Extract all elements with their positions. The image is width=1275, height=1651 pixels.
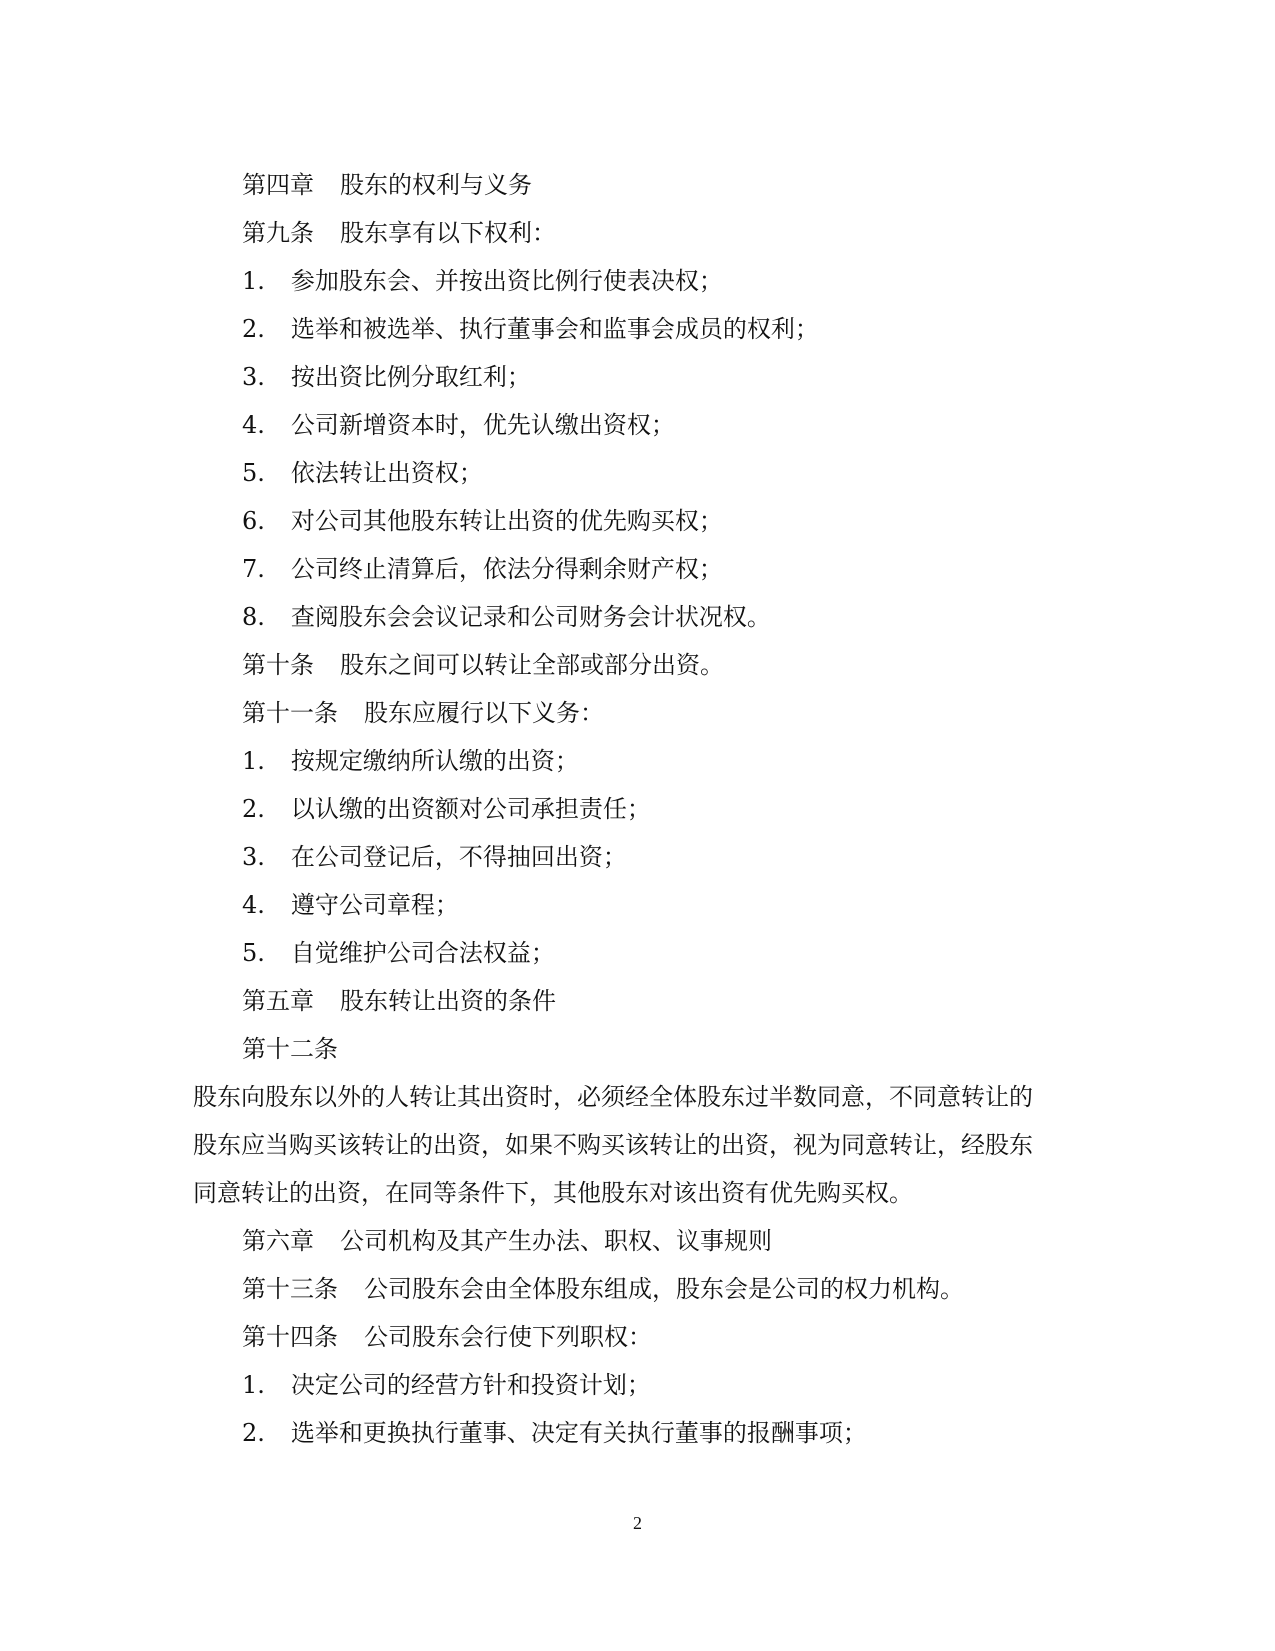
line-heading: 第十三条 xyxy=(242,1275,338,1303)
document-line xyxy=(193,209,1075,257)
line-heading: 6. xyxy=(242,507,265,535)
document-line xyxy=(193,1313,1075,1361)
line-heading: 3. xyxy=(242,843,265,871)
line-heading: 7. xyxy=(242,555,265,583)
line-text: 股东的权利与义务 xyxy=(340,171,532,199)
line-text: 决定公司的经营方针和投资计划； xyxy=(290,1371,651,1399)
line-text: 公司新增资本时，优先认缴出资权； xyxy=(290,411,675,439)
line-heading: 8. xyxy=(242,603,265,631)
document-line xyxy=(193,737,1075,785)
line-text: 在公司登记后，不得抽回出资； xyxy=(290,843,627,871)
line-text: 查阅股东会会议记录和公司财务会计状况权。 xyxy=(290,603,771,631)
line-text: 自觉维护公司合法权益； xyxy=(290,939,555,967)
line-text: 遵守公司章程； xyxy=(290,891,459,919)
line-heading: 2. xyxy=(242,795,265,823)
document-line xyxy=(193,1409,1075,1457)
document-body xyxy=(193,161,1075,1457)
line-text: 选举和被选举、执行董事会和监事会成员的权利； xyxy=(290,315,819,343)
document-line xyxy=(193,593,1075,641)
document-line xyxy=(193,833,1075,881)
line-heading: 1. xyxy=(242,1371,265,1399)
document-line xyxy=(193,353,1075,401)
line-text: 依法转让出资权； xyxy=(290,459,483,487)
document-line xyxy=(193,689,1075,737)
line-text: 股东应履行以下义务： xyxy=(364,699,604,727)
document-line xyxy=(193,497,1075,545)
document-line xyxy=(193,257,1075,305)
line-text: 股东享有以下权利： xyxy=(340,219,556,247)
paragraph-line: 股东向股东以外的人转让其出资时，必须经全体股东过半数同意，不同意转让的 xyxy=(193,1083,1033,1111)
document-line xyxy=(193,161,1075,209)
document-line xyxy=(193,305,1075,353)
document-line xyxy=(193,785,1075,833)
line-heading: 第九条 xyxy=(242,219,314,247)
document-line xyxy=(193,1361,1075,1409)
document-line xyxy=(193,929,1075,977)
line-text: 公司股东会由全体股东组成，股东会是公司的权力机构。 xyxy=(364,1275,964,1303)
document-line xyxy=(193,1265,1075,1313)
paragraph-line: 同意转让的出资，在同等条件下，其他股东对该出资有优先购买权。 xyxy=(193,1179,913,1207)
line-text: 以认缴的出资额对公司承担责任； xyxy=(290,795,651,823)
clauses-section-2 xyxy=(193,1217,1075,1457)
line-heading: 第十一条 xyxy=(242,699,338,727)
line-heading: 5. xyxy=(242,459,265,487)
line-heading: 1. xyxy=(242,747,265,775)
line-text: 公司终止清算后，依法分得剩余财产权； xyxy=(290,555,723,583)
line-text: 股东转让出资的条件 xyxy=(340,987,556,1015)
line-text: 按出资比例分取红利； xyxy=(290,363,531,391)
line-heading: 2. xyxy=(242,1419,265,1447)
line-heading: 第十条 xyxy=(242,651,314,679)
line-text: 对公司其他股东转让出资的优先购买权； xyxy=(290,507,723,535)
document-line xyxy=(193,545,1075,593)
document-line xyxy=(193,1025,1075,1073)
document-line xyxy=(193,401,1075,449)
line-heading: 1. xyxy=(242,267,265,295)
line-heading: 3. xyxy=(242,363,265,391)
line-heading: 4. xyxy=(242,411,265,439)
line-heading: 4. xyxy=(242,891,265,919)
clause-12-paragraph xyxy=(193,1073,1075,1217)
clauses-section-1 xyxy=(193,161,1075,1073)
page-number: 2 xyxy=(633,1513,642,1533)
line-text: 参加股东会、并按出资比例行使表决权； xyxy=(290,267,723,295)
line-heading: 5. xyxy=(242,939,265,967)
paragraph-line: 股东应当购买该转让的出资，如果不购买该转让的出资，视为同意转让，经股东 xyxy=(193,1131,1033,1159)
line-text: 按规定缴纳所认缴的出资； xyxy=(290,747,579,775)
line-heading: 第四章 xyxy=(242,171,314,199)
document-line xyxy=(193,977,1075,1025)
document-line xyxy=(193,449,1075,497)
document-line xyxy=(193,641,1075,689)
line-heading: 第十二条 xyxy=(242,1035,338,1063)
document-line xyxy=(193,1217,1075,1265)
line-heading: 第五章 xyxy=(242,987,314,1015)
document-line xyxy=(193,881,1075,929)
line-heading: 第十四条 xyxy=(242,1323,338,1351)
line-heading: 2. xyxy=(242,315,265,343)
line-text: 选举和更换执行董事、决定有关执行董事的报酬事项； xyxy=(290,1419,867,1447)
line-heading: 第六章 xyxy=(242,1227,314,1255)
line-text: 股东之间可以转让全部或部分出资。 xyxy=(340,651,724,679)
line-text: 公司机构及其产生办法、职权、议事规则 xyxy=(340,1227,772,1255)
line-text: 公司股东会行使下列职权： xyxy=(364,1323,652,1351)
